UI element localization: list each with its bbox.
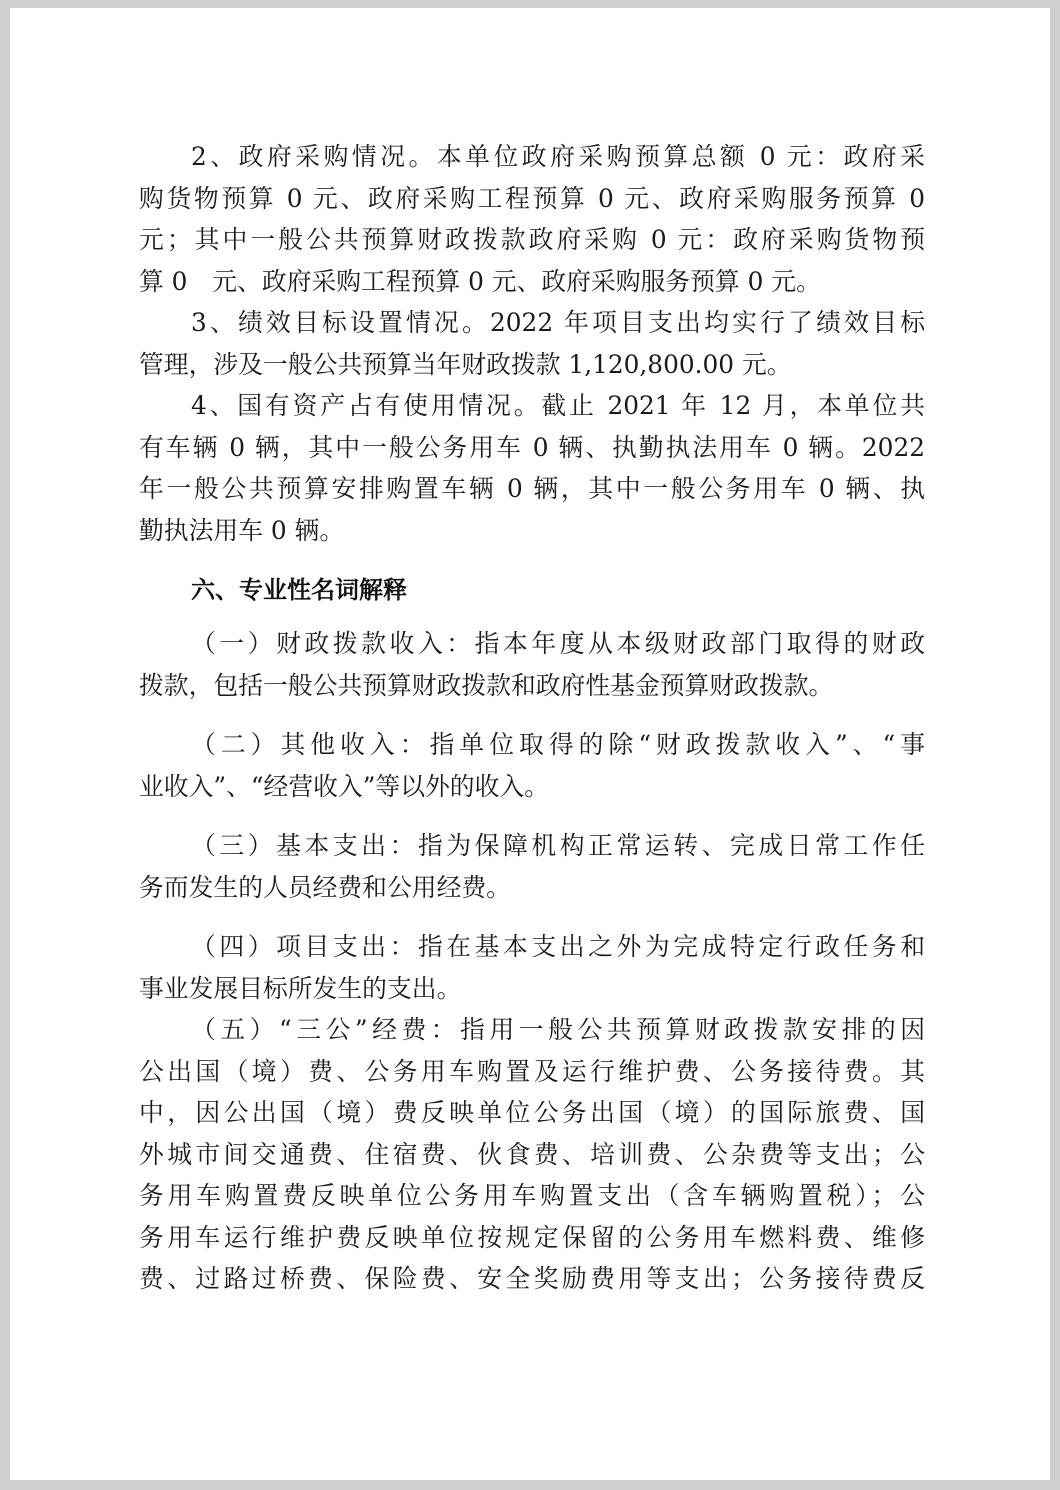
definition-fiscal-appropriation-income [139, 623, 925, 706]
text-line: 勤执法用车 0 辆。 [139, 515, 345, 545]
section-heading: 六、专业性名词解释 [191, 576, 407, 604]
text-line: 元；其中一般公共预算财政拨款政府采购 0 元：政府采购货物预 [139, 225, 925, 254]
text-line: 公出国（境）费、公务用车购置及运行维护费、公务接待费。其 [139, 1056, 925, 1086]
text-line: 3、绩效目标设置情况。2022 年项目支出均实行了绩效目标 [191, 308, 925, 337]
text-line: 务而发生的人员经费和公用经费。 [139, 872, 511, 902]
paragraph-performance-targets [139, 302, 925, 385]
text-line: 事业发展目标所发生的支出。 [139, 973, 462, 1003]
text-line: 务用车购置费反映单位公务用车购置支出（含车辆购置税）；公 [139, 1181, 925, 1210]
text-line: 拨款，包括一般公共预算财政拨款和政府性基金预算财政拨款。 [139, 670, 834, 700]
text-line: （五）“三公”经费：指用一般公共预算财政拨款安排的因 [191, 1015, 925, 1044]
text-line: 年一般公共预算安排购置车辆 0 辆，其中一般公务用车 0 辆、执 [139, 474, 925, 503]
text-line: 费、过路过桥费、保险费、安全奖励费用等支出；公务接待费反 [139, 1264, 925, 1293]
text-line: 中，因公出国（境）费反映单位公务出国（境）的国际旅费、国 [139, 1098, 925, 1127]
text-line: 4、国有资产占有使用情况。截止 2021 年 12 月，本单位共 [191, 391, 925, 420]
definition-basic-expenditure [139, 825, 925, 908]
definition-project-expenditure [139, 926, 925, 1009]
text-line: （四）项目支出：指在基本支出之外为完成特定行政任务和 [191, 932, 925, 961]
definition-three-public-expenses [139, 1009, 925, 1300]
paragraph-government-procurement [139, 136, 925, 302]
text-line: 购货物预算 0 元、政府采购工程预算 0 元、政府采购服务预算 0 [139, 183, 925, 213]
text-line: 管理，涉及一般公共预算当年财政拨款 1,120,800.00 元。 [139, 349, 792, 379]
text-line: 2、政府采购情况。本单位政府采购预算总额 0 元：政府采 [191, 142, 925, 171]
text-line: （一）财政拨款收入：指本年度从本级财政部门取得的财政 [191, 629, 925, 658]
text-line: （三）基本支出：指为保障机构正常运转、完成日常工作任 [191, 831, 925, 860]
document-page [10, 8, 1050, 1480]
document-body [139, 136, 925, 1300]
paragraph-state-assets [139, 385, 925, 551]
definition-other-income [139, 724, 925, 807]
text-line: 业收入”、“经营收入”等以外的收入。 [139, 771, 549, 801]
text-line: （二）其他收入：指单位取得的除“财政拨款收入”、“事 [191, 730, 925, 759]
text-line: 务用车运行维护费反映单位按规定保留的公务用车燃料费、维修 [139, 1222, 925, 1252]
text-line: 有车辆 0 辆，其中一般公务用车 0 辆、执勤执法用车 0 辆。2022 [139, 432, 925, 462]
text-line: 算 0 元、政府采购工程预算 0 元、政府采购服务预算 0 元。 [139, 266, 821, 296]
text-line: 外城市间交通费、住宿费、伙食费、培训费、公杂费等支出；公 [139, 1139, 925, 1169]
